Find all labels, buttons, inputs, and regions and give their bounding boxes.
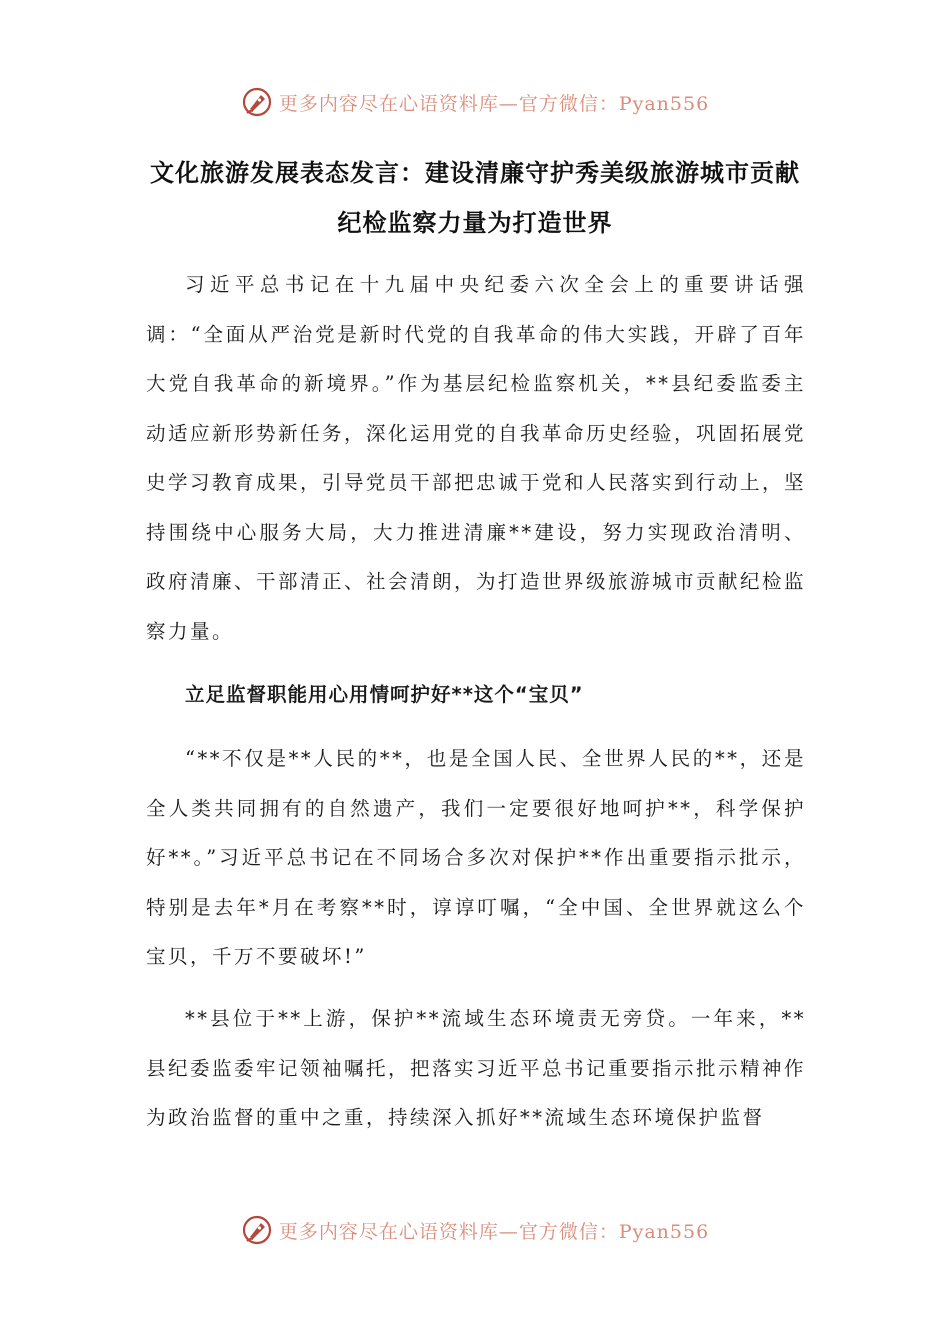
- paragraph-1: 习近平总书记在十九届中央纪委六次全会上的重要讲话强调：“全面从严治党是新时代党的自我革命的伟大实践，开辟了百年大党自我革命的新境界。”作为基层纪检监察机关，**县纪委监委主动适应新形势新任务，深化运用党的自我革命历史经验，巩固拓展党史学习教育成果，引导党员干部把忠诚于党和人民落实到行动上，坚持围绕中心服务大局，大力推进清廉**建设，努力实现政治清明、政府清廉、干部清正、社会清朗，为打造世界级旅游城市贡献纪检监察力量。: [146, 273, 807, 643]
- paragraph-2: “**不仅是**人民的**，也是全国人民、全世界人民的**，还是全人类共同拥有的自然遗产，我们一定要很好地呵护**，科学保护好**。”习近平总书记在不同场合多次对保护**作出重要指示批示，特别是去年*月在考察**时，谆谆叮嘱，“全中国、全世界就这么个宝贝，千万不要破坏!”: [146, 747, 806, 968]
- header-banner-text: 更多内容尽在心语资料库—官方微信：Pyan556: [278, 92, 710, 115]
- pen-nib-logo-icon: [241, 86, 273, 118]
- footer-banner-text: 更多内容尽在心语资料库—官方微信：Pyan556: [278, 1220, 710, 1243]
- footer-banner-inner: [241, 1214, 709, 1246]
- pen-nib-logo-icon: [241, 1214, 273, 1246]
- header-banner-inner: [241, 86, 709, 118]
- header-banner: [0, 82, 950, 122]
- paragraph-3: **县位于**上游，保护**流域生态环境责无旁贷。一年来，**县纪委监委牢记领袖嘱托，把落实习近平总书记重要指示批示精神作为政治监督的重中之重，持续深入抓好**流域生态环境保护监督: [146, 1007, 807, 1129]
- document-title: 文化旅游发展表态发言：建设清廉守护秀美级旅游城市贡献纪检监察力量为打造世界: [150, 159, 800, 237]
- footer-banner: [0, 1210, 950, 1250]
- section-heading-1: 立足监督职能用心用情呵护好**这个“宝贝”: [185, 683, 584, 706]
